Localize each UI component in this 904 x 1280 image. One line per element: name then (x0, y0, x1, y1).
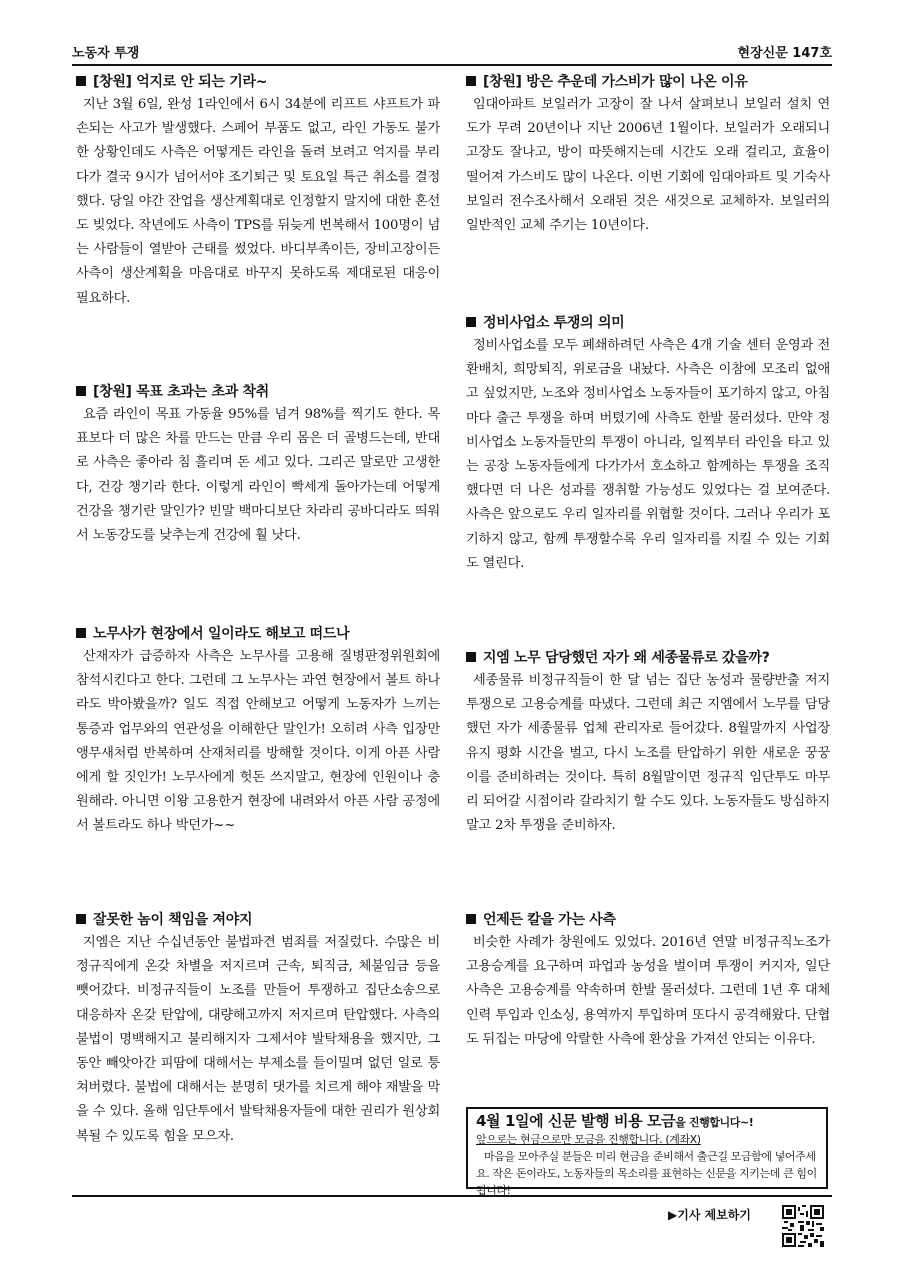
article-body: 요즘 라인이 목표 가동율 95%를 넘겨 98%를 찍기도 한다. 목표보다 더 많은 차를 만드는 만큼 우리 몸은 더 골병드는데, 반대로 사측은 좋아라 침 흘리며 돈 세고 있다. 그리곤 말로만 고생한다, 건강 챙기라 한다. 이렇게 라인이 빡세게 돌아가는데 어떻게 건강을 챙기란 말인가? 빈말 백마디보단 차라리 공바디라도 띄워서 노동강도를 낮추는게 건강에 훨 낫다. (76, 407, 440, 544)
article (76, 72, 440, 311)
article (466, 648, 830, 838)
article-title-text: 지엠 노무 담당했던 자가 왜 세종물류로 갔을까? (483, 650, 770, 666)
page-header (72, 40, 832, 66)
article-title (76, 72, 440, 92)
article (466, 910, 830, 1052)
article-body: 임대아파트 보일러가 고장이 잘 나서 살펴보니 보일러 설치 연도가 무려 20년이나 지난 2006년 1월이다. 보일러가 오래되니 고장도 잘나고, 방이 따뜻해지는데 시간도 오래 걸리고, 효율이 떨어져 가스비도 많이 나온다. 이번 기회에 임대아파트 및 기숙사 보일러 전수조사해서 오래된 것은 새것으로 교체하자. 보일러의 일반적인 교체 주기는 10년이다. (466, 97, 830, 234)
article-title (466, 313, 830, 333)
article-title-text: 노무사가 현장에서 일이라도 해보고 떠드나 (93, 626, 350, 642)
square-bullet-icon (466, 76, 476, 86)
fundraising-notice-box (466, 1107, 828, 1197)
square-bullet-icon (76, 628, 86, 638)
notice-headline-line (476, 1113, 818, 1131)
square-bullet-icon (76, 386, 86, 396)
notice-cash-only: 앞으로는 현금으로만 모금을 진행합니다. (계좌X) (476, 1133, 701, 1146)
article-body: 정비사업소를 모두 폐쇄하려던 사측은 4개 기술 센터 운영과 전환배치, 희망퇴직, 위로금을 내놨다. 사측은 이참에 모조리 없애고 싶었지만, 노조와 정비사업소 노동자들이 포기하지 않고, 아침마다 출근 투쟁을 하며 버텼기에 사측도 한발 물러섰다. 만약 정비사업소 노동자들만의 투쟁이 아니라, 일찍부터 라인을 타고 있는 공장 노동자들에게 다가가서 호소하고 함께하는 투쟁을 조직했다면 더 나은 성과를 쟁취할 가능성도 있었다는 걸 보여준다. 사측은 앞으로도 우리 일자리를 위협할 것이다. 그러나 우리가 포기하지 않고, 함께 투쟁할수록 우리 일자리를 지킬 수 있는 기회도 열린다. (466, 338, 830, 571)
header-issue-label: 현장신문 147호 (737, 46, 832, 61)
article-title (76, 910, 440, 930)
article-body: 지난 3월 6일, 완성 1라인에서 6시 34분에 리프트 샤프트가 파손되는 사고가 발생했다. 스페어 부품도 없고, 라인 가동도 불가한 상황인데도 사측은 어떻게든 라인을 돌려 보려고 억지를 부리다가 결국 9시가 넘어서야 조기퇴근 및 토요일 특근 취소를 결정했다. 당일 야간 잔업을 생산계획대로 인정할지 말지에 대한 혼선도 빚었다. 작년에도 사측이 TPS를 뒤늦게 번복해서 100명이 넘는 사람들이 열받아 근태를 썼었다. 바디부족이든, 장비고장이든 사측이 생산계획을 마음대로 바꾸지 못하도록 제대로된 대응이 필요하다. (76, 97, 440, 306)
article-body: 산재자가 급증하자 사측은 노무사를 고용해 질병판정위원회에 참석시킨다고 한다. 그런데 그 노무사는 과연 현장에서 볼트 하나라도 박아봤을까? 일도 직접 안해보고 어떻게 노동자가 느끼는 통증과 업무와의 연관성을 이해한단 말인가! 오히려 사측 입장만 앵무새처럼 반복하며 산재처리를 방해할 것이다. 이게 아픈 사람에게 할 짓인가! 노무사에게 헛돈 쓰지말고, 현장에 인원이나 충원해라. 아니면 이왕 고용한거 현장에 내려와서 아픈 사람 공정에서 볼트라도 하나 박던가~~ (76, 649, 440, 834)
square-bullet-icon (466, 652, 476, 662)
article (466, 72, 830, 238)
article-title-text: [창원] 목표 초과는 초과 착취 (93, 384, 269, 400)
qr-code-icon[interactable] (782, 1205, 824, 1247)
report-article-link[interactable]: ▶기사 제보하기 (668, 1208, 751, 1222)
square-bullet-icon (466, 914, 476, 924)
header-section-label: 노동자 투쟁 (72, 46, 140, 61)
article-title-text: [창원] 억지로 안 되는 기라~ (93, 74, 268, 90)
article-title (76, 382, 440, 402)
article-body: 비슷한 사례가 창원에도 있었다. 2016년 연말 비정규직노조가 고용승계를 요구하며 파업과 농성을 벌이며 투쟁이 커지자, 일단 사측은 고용승계를 약속하며 한발 물러섰다. 그런데 1년 후 대체인력 투입과 인소싱, 용역까지 투입하며 또다시 공격해왔다. 단협도 뒤집는 마당에 악랄한 사측에 환상을 가져선 안되는 이유다. (466, 935, 830, 1047)
square-bullet-icon (466, 317, 476, 327)
article-title-text: 언제든 칼을 가는 사측 (483, 912, 616, 928)
article (76, 624, 440, 839)
notice-headline: 4월 1일에 신문 발행 비용 모금 (476, 1112, 676, 1130)
article (76, 382, 440, 548)
article (76, 910, 440, 1149)
notice-headline-suffix: 을 진행합니다~! (675, 1116, 754, 1129)
article-title-text: 잘못한 놈이 책임을 져야지 (93, 912, 253, 928)
article-title-text: 정비사업소 투쟁의 의미 (483, 315, 625, 331)
square-bullet-icon (76, 76, 86, 86)
article-title (466, 648, 830, 668)
square-bullet-icon (76, 914, 86, 924)
article-body: 지엠은 지난 수십년동안 불법파견 범죄를 저질렀다. 수많은 비정규직에게 온갖 차별을 저지르며 근속, 퇴직금, 체불임금 등을 뺏어갔다. 비정규직들이 노조를 만들어 투쟁하고 집단소송으로 대응하자 온갖 탄압에, 대량해고까지 저지르며 탄압했다. 사측의 불법이 명백해지고 불리해지자 그제서야 발탁채용을 했지만, 그동안 빼앗아간 피땀에 대해서는 부제소를 들이밀며 없던 일로 퉁쳐버렸다. 불법에 대해서는 분명히 댓가를 치르게 해야 재발을 막을 수 있다. 올해 임단투에서 발탁채용자들에 대한 권리가 원상회복될 수 있도록 힘을 모으자. (76, 935, 440, 1144)
article-title-text: [창원] 방은 추운데 가스비가 많이 나온 이유 (483, 74, 748, 90)
article (466, 313, 830, 576)
article-title (76, 624, 440, 644)
article-title (466, 72, 830, 92)
footer-divider (72, 1195, 832, 1197)
notice-instructions: 마음을 모아주실 분들은 미리 현금을 준비해서 출근길 모금함에 넣어주세요. 작은 돈이라도, 노동자들의 목소리를 표현하는 신문을 지키는데 큰 힘이 됩니다! (476, 1150, 817, 1197)
article-body: 세종물류 비정규직들이 한 달 넘는 집단 농성과 물량반출 저지 투쟁으로 고용승계를 따냈다. 그런데 최근 지엠에서 노무를 담당했던 자가 세종물류 업체 관리자로 들어갔다. 8월말까지 사업장 유지 평화 시간을 벌고, 다시 노조를 탄압하기 위한 새로운 꿍꿍이를 준비하려는 것이다. 특히 8월말이면 정규직 임단투도 마무리 되어갈 시점이라 갈라치기 할 수도 있다. 노동자들도 방심하지 말고 2차 투쟁을 준비하자. (466, 673, 830, 834)
article-title (466, 910, 830, 930)
